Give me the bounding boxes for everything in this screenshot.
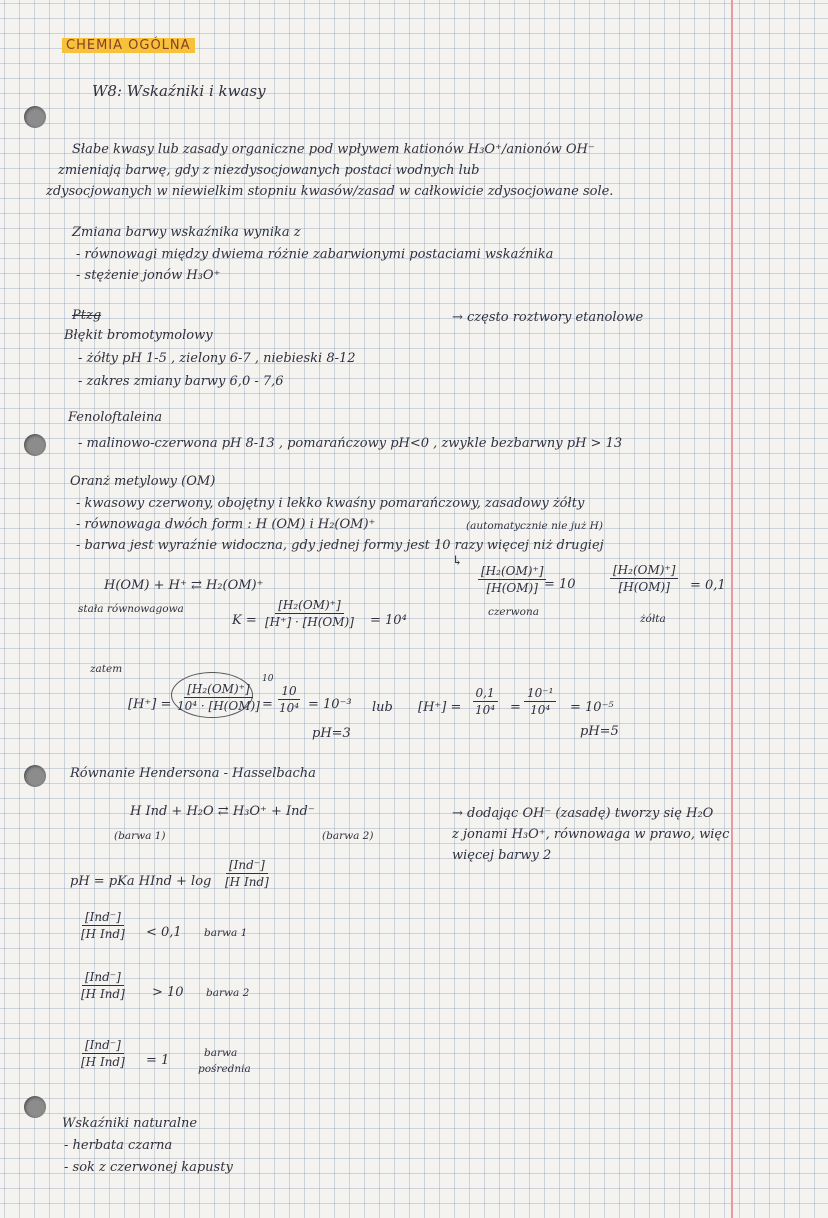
ratio-value: = 10 — [544, 577, 576, 592]
ph-formula-fraction: [Ind⁻] [H Ind] — [225, 858, 269, 889]
ratio-label: czerwona — [488, 606, 539, 618]
constant-label: stała równowagowa — [78, 603, 184, 615]
section-heading: Błękit bromotymolowy — [64, 328, 213, 343]
list-item: - barwa jest wyraźnie widoczna, gdy jednej formy jest 10 razy więcej niż drugiej — [76, 538, 604, 553]
intro-line: Słabe kwasy lub zasady organiczne pod wpływem kationów H₃O⁺/anionów OH⁻ — [72, 142, 595, 157]
list-item: - sok z czerwonej kapusty — [64, 1160, 233, 1175]
or-word: lub — [372, 700, 393, 715]
arrow-glyph: ↳ — [452, 554, 463, 569]
lecture-title: W8: Wskaźniki i kwasy — [92, 82, 266, 100]
subject-title: CHEMIA OGÓLNA — [62, 38, 195, 53]
h-fraction: $\frac{\text{[H₂(OM)⁺]}}{\text{10⁴ · [H(OM)]}}$ — [177, 682, 260, 713]
list-item: - równowaga dwóch form : H (OM) i H₂(OM)⁺ — [76, 517, 376, 532]
h-fraction-simplified: $\frac{10}{\text{10⁴}}$ — [279, 684, 300, 715]
k-lhs: K = — [232, 613, 257, 628]
h2-fraction-simplified: $\frac{\text{10⁻¹}}{\text{10⁴}}$ — [524, 686, 556, 717]
binder-hole — [24, 434, 46, 456]
condition-label: pośrednia — [198, 1063, 251, 1075]
circle-note: 10 — [262, 674, 274, 684]
list-item: - herbata czarna — [64, 1138, 173, 1153]
ratio-value: = 0,1 — [690, 578, 726, 593]
side-note: (automatycznie nie już H) — [466, 520, 603, 532]
condition: = 1 — [146, 1053, 170, 1068]
h-lhs: [H⁺] = — [128, 697, 172, 712]
list-item: - równowagi między dwiema różnie zabarwionymi postaciami wskaźnika — [76, 247, 554, 262]
condition: > 10 — [152, 985, 184, 1000]
intro-line: zdysocjowanych w niewielkim stopniu kwasów/zasad w całkowicie zdysocjowane sole. — [46, 184, 614, 199]
binder-hole — [24, 1096, 46, 1118]
k-fraction: $\frac{\text{[H₂(OM)⁺]}}{[H^+] \cdot [H(OM)]}$ — [265, 598, 354, 629]
side-note: więcej barwy 2 — [452, 848, 552, 863]
list-item: - stężenie jonów H₃O⁺ — [76, 268, 221, 283]
list-item: - malinowo-czerwona pH 8-13 , pomarańczowy pH<0 , zwykle bezbarwny pH > 13 — [78, 436, 623, 451]
h2-lhs: [H⁺] = — [418, 700, 462, 715]
equals: = — [510, 700, 521, 715]
h2-value: = 10⁻⁵ — [570, 700, 614, 715]
condition-fraction: [Ind⁻] [H Ind] — [81, 910, 125, 941]
equilibrium-equation: H(OM) + H⁺ ⇄ H₂(OM)⁺ — [104, 578, 264, 593]
condition-fraction: [Ind⁻] [H Ind] — [81, 970, 125, 1001]
section-heading: Oranż metylowy (OM) — [70, 474, 216, 489]
condition-label: barwa 2 — [206, 987, 250, 999]
ph-formula-lhs: pH = pKa HInd + log — [70, 874, 212, 889]
section-heading: Zmiana barwy wskaźnika wynika z — [72, 225, 301, 240]
section-heading: Wskaźniki naturalne — [62, 1116, 198, 1131]
ph-result: pH=3 — [312, 726, 351, 741]
k-value: = 10⁴ — [370, 613, 407, 628]
h-value: = 10⁻³ — [308, 697, 352, 712]
h2-fraction: $\frac{0,1}{\text{10⁴}}$ — [472, 686, 498, 717]
condition-label: barwa 1 — [204, 927, 248, 939]
condition: < 0,1 — [146, 925, 182, 940]
dissociation-equation: H Ind + H₂O ⇄ H₃O⁺ + Ind⁻ — [130, 804, 315, 819]
ratio-fraction: $\frac{\text{[H₂(OM)⁺]}}{[H(OM)]}$ — [610, 563, 678, 594]
intro-line: zmieniają barwę, gdy z niezdysocjowanych postaci wodnych lub — [58, 163, 480, 178]
condition-label: barwa — [204, 1047, 238, 1059]
margin-line — [731, 0, 733, 1218]
list-item: - zakres zmiany barwy 6,0 - 7,6 — [78, 374, 284, 389]
color-label: (barwa 2) — [322, 830, 374, 842]
section-heading: Fenoloftaleina — [68, 410, 163, 425]
list-item: - kwasowy czerwony, obojętny i lekko kwaśny pomarańczowy, zasadowy żółty — [76, 496, 585, 511]
crossed-word: Ptzg — [72, 308, 102, 323]
side-note: → często roztwory etanolowe — [452, 310, 644, 325]
color-label: (barwa 1) — [114, 830, 166, 842]
equals: = — [262, 697, 273, 712]
condition-fraction: [Ind⁻] [H Ind] — [81, 1038, 125, 1069]
binder-hole — [24, 765, 46, 787]
section-heading: Równanie Hendersona - Hasselbacha — [70, 766, 316, 781]
side-note: z jonami H₃O⁺, równowaga w prawo, więc — [452, 827, 730, 842]
binder-hole — [24, 106, 46, 128]
list-item: - żółty pH 1-5 , zielony 6-7 , niebieski 8-12 — [78, 351, 356, 366]
therefore-label: zatem — [90, 663, 123, 675]
ph-result: pH=5 — [580, 724, 619, 739]
ratio-label: żółta — [640, 613, 666, 625]
side-note: → dodając OH⁻ (zasadę) tworzy się H₂O — [452, 806, 714, 821]
ratio-fraction: $\frac{\text{[H₂(OM)⁺]}}{[H(OM)]}$ — [478, 564, 546, 595]
